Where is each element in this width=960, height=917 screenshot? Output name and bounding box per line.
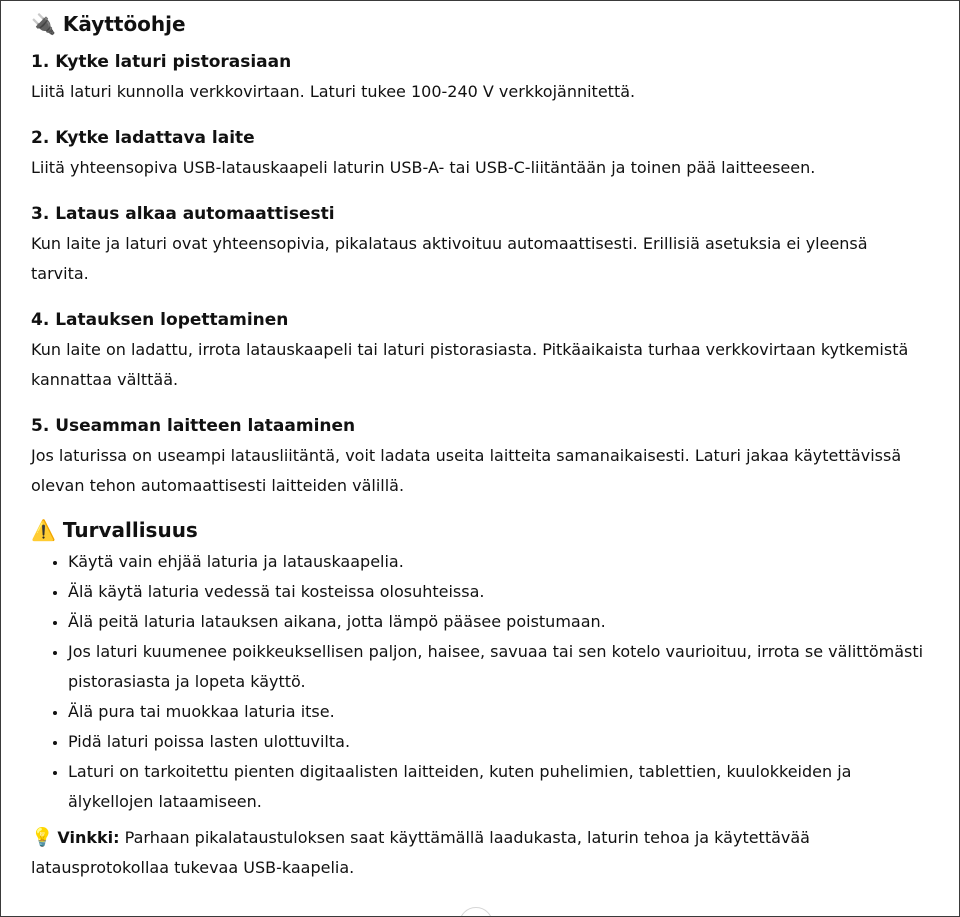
- instructions-heading-text: Käyttöohje: [62, 12, 186, 36]
- warning-icon: ⚠️: [31, 518, 56, 542]
- safety-list: [31, 547, 929, 817]
- tip-label: Vinkki:: [57, 828, 120, 847]
- step-text: Kun laite ja laturi ovat yhteensopivia, pikalataus aktivoituu automaattisesti. Erillisiä asetuksia ei yleensä tarvita.: [31, 234, 868, 283]
- safety-list-item: • Käytä vain ehjää laturia ja latauskaapelia.: [68, 547, 929, 577]
- lightbulb-icon: 💡: [31, 827, 54, 848]
- scroll-down-button[interactable]: [459, 907, 493, 917]
- tip-paragraph: [31, 823, 929, 883]
- step-text: Jos laturissa on useampi latausliitäntä, voit ladata useita laitteita samanaikaisesti. Laturi jakaa käytettävissä olevan tehon automaattisesti laitteiden välillä.: [31, 446, 902, 495]
- instructions-heading: [31, 9, 929, 39]
- step-title: 2. Kytke ladattava laite: [31, 128, 255, 148]
- safety-heading-text: Turvallisuus: [62, 518, 198, 542]
- step-title: 4. Latauksen lopettaminen: [31, 310, 289, 330]
- tip-text: Parhaan pikalataustuloksen saat käyttämällä laadukasta, laturin tehoa ja käytettävää latausprotokollaa tukevaa USB-kaapelia.: [31, 828, 810, 877]
- safety-list-item: • Jos laturi kuumenee poikkeuksellisen paljon, haisee, savuaa tai sen kotelo vaurioituu, irrota se välittömästi pistorasiasta ja lopeta käyttö.: [68, 637, 929, 697]
- safety-heading: [31, 515, 929, 545]
- step-text: Liitä yhteensopiva USB-latauskaapeli laturin USB-A- tai USB-C-liitäntään ja toinen pää laitteeseen.: [31, 158, 816, 177]
- step-3: [31, 199, 929, 289]
- safety-list-item: • Älä käytä laturia vedessä tai kosteissa olosuhteissa.: [68, 577, 929, 607]
- safety-list-item: • Laturi on tarkoitettu pienten digitaalisten laitteiden, kuten puhelimien, tablettien, kuulokkeiden ja älykellojen lataamiseen.: [68, 757, 929, 817]
- safety-list-item: • Älä pura tai muokkaa laturia itse.: [68, 697, 929, 727]
- safety-list-item: • Pidä laturi poissa lasten ulottuvilta.: [68, 727, 929, 757]
- step-title: 1. Kytke laturi pistorasiaan: [31, 52, 292, 72]
- instructions-content: [1, 1, 959, 883]
- step-title: 5. Useamman laitteen lataaminen: [31, 416, 356, 436]
- step-text: Kun laite on ladattu, irrota latauskaapeli tai laturi pistorasiasta. Pitkäaikaista turhaa verkkovirtaan kytkemistä kannattaa välttää.: [31, 340, 909, 389]
- step-title: 3. Lataus alkaa automaattisesti: [31, 204, 335, 224]
- step-5: [31, 411, 929, 501]
- step-2: [31, 123, 929, 183]
- safety-section: [31, 515, 929, 817]
- step-text: Liitä laturi kunnolla verkkovirtaan. Laturi tukee 100-240 V verkkojännitettä.: [31, 82, 636, 101]
- safety-list-item: • Älä peitä laturia latauksen aikana, jotta lämpö pääsee poistumaan.: [68, 607, 929, 637]
- plug-icon: 🔌: [31, 12, 56, 36]
- step-4: [31, 305, 929, 395]
- step-1: [31, 47, 929, 107]
